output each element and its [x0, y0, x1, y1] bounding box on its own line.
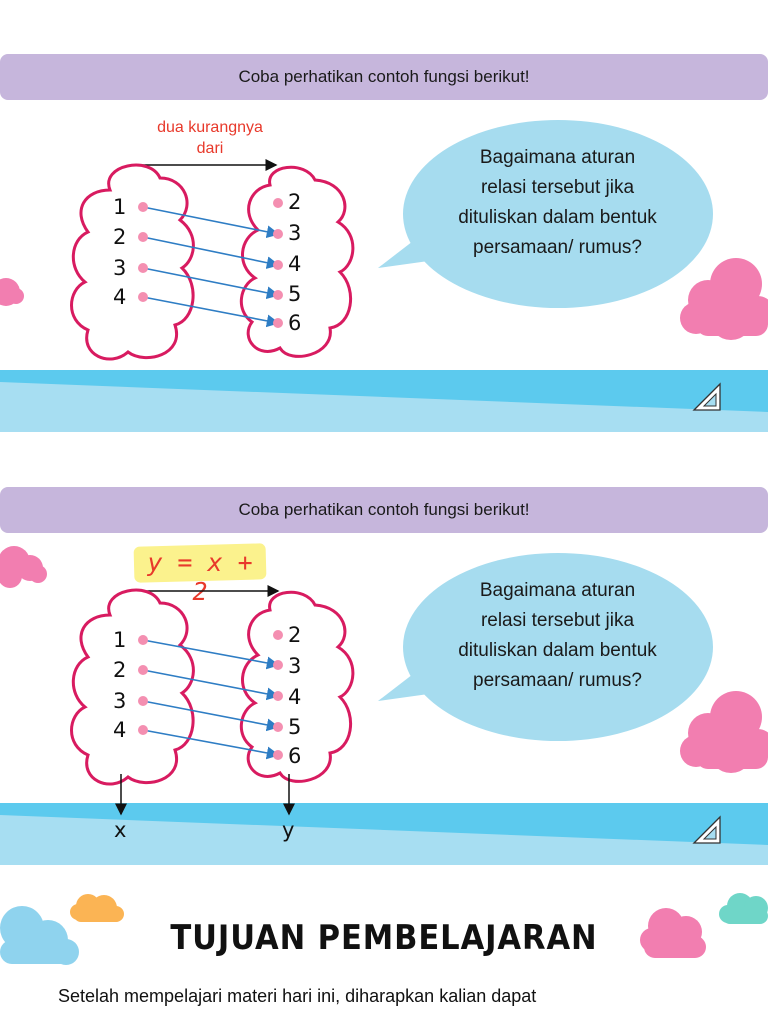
relation-label-line1: dua kurangnya [157, 119, 263, 136]
y-axis-label: y [282, 818, 295, 842]
pink-cloud-decoration [0, 270, 26, 314]
section1-banner-text: Coba perhatikan contoh fungsi berikut! [238, 67, 530, 86]
codomain-value: 3 [288, 654, 302, 678]
domain-value: 3 [113, 689, 127, 713]
question-line: dituliskan dalam bentuk [458, 640, 657, 661]
xy-arrows [100, 770, 310, 820]
codomain-value: 2 [288, 623, 302, 647]
domain-value: 2 [113, 658, 127, 682]
section2-banner [0, 487, 768, 533]
codomain-value: 6 [288, 311, 302, 335]
codomain-value: 2 [288, 190, 302, 214]
pink-cloud-decoration [676, 683, 768, 775]
blue-strip [0, 370, 768, 432]
section1-mapping-diagram [0, 150, 400, 370]
question-line: relasi tersebut jika [480, 610, 635, 631]
codomain-value: 3 [288, 221, 302, 245]
section-title: TUJUAN PEMBELAJARAN [170, 918, 598, 958]
section2-mapping-diagram [0, 575, 400, 800]
question-line: Bagaimana aturan [479, 580, 636, 601]
question-text [420, 576, 695, 696]
section2-banner-text: Coba perhatikan contoh fungsi berikut! [238, 500, 530, 519]
question-line: persamaan/ rumus? [473, 670, 642, 691]
equation-text: y = x + 2 [147, 548, 253, 606]
domain-value: 4 [113, 285, 127, 309]
pink-cloud-decoration [676, 250, 768, 342]
domain-value: 1 [113, 195, 127, 219]
domain-value: 4 [113, 718, 127, 742]
domain-cloud [72, 590, 194, 784]
domain-value: 1 [113, 628, 127, 652]
codomain-value: 6 [288, 744, 302, 768]
codomain-value: 4 [288, 252, 302, 276]
x-axis-label: x [114, 818, 127, 842]
question-line: persamaan/ rumus? [473, 237, 642, 258]
question-line: Bagaimana aturan [479, 147, 636, 168]
question-text [420, 143, 695, 263]
domain-value: 3 [113, 256, 127, 280]
intro-text: Setelah mempelajari materi hari ini, diharapkan kalian dapat [58, 986, 537, 1006]
codomain-value: 5 [288, 715, 302, 739]
domain-cloud [72, 165, 194, 359]
codomain-value: 4 [288, 685, 302, 709]
codomain-value: 5 [288, 282, 302, 306]
section1-banner [0, 54, 768, 100]
domain-value: 2 [113, 225, 127, 249]
question-line: dituliskan dalam bentuk [458, 207, 657, 228]
relation-label-line2: dari [196, 140, 224, 157]
question-line: relasi tersebut jika [480, 177, 635, 198]
